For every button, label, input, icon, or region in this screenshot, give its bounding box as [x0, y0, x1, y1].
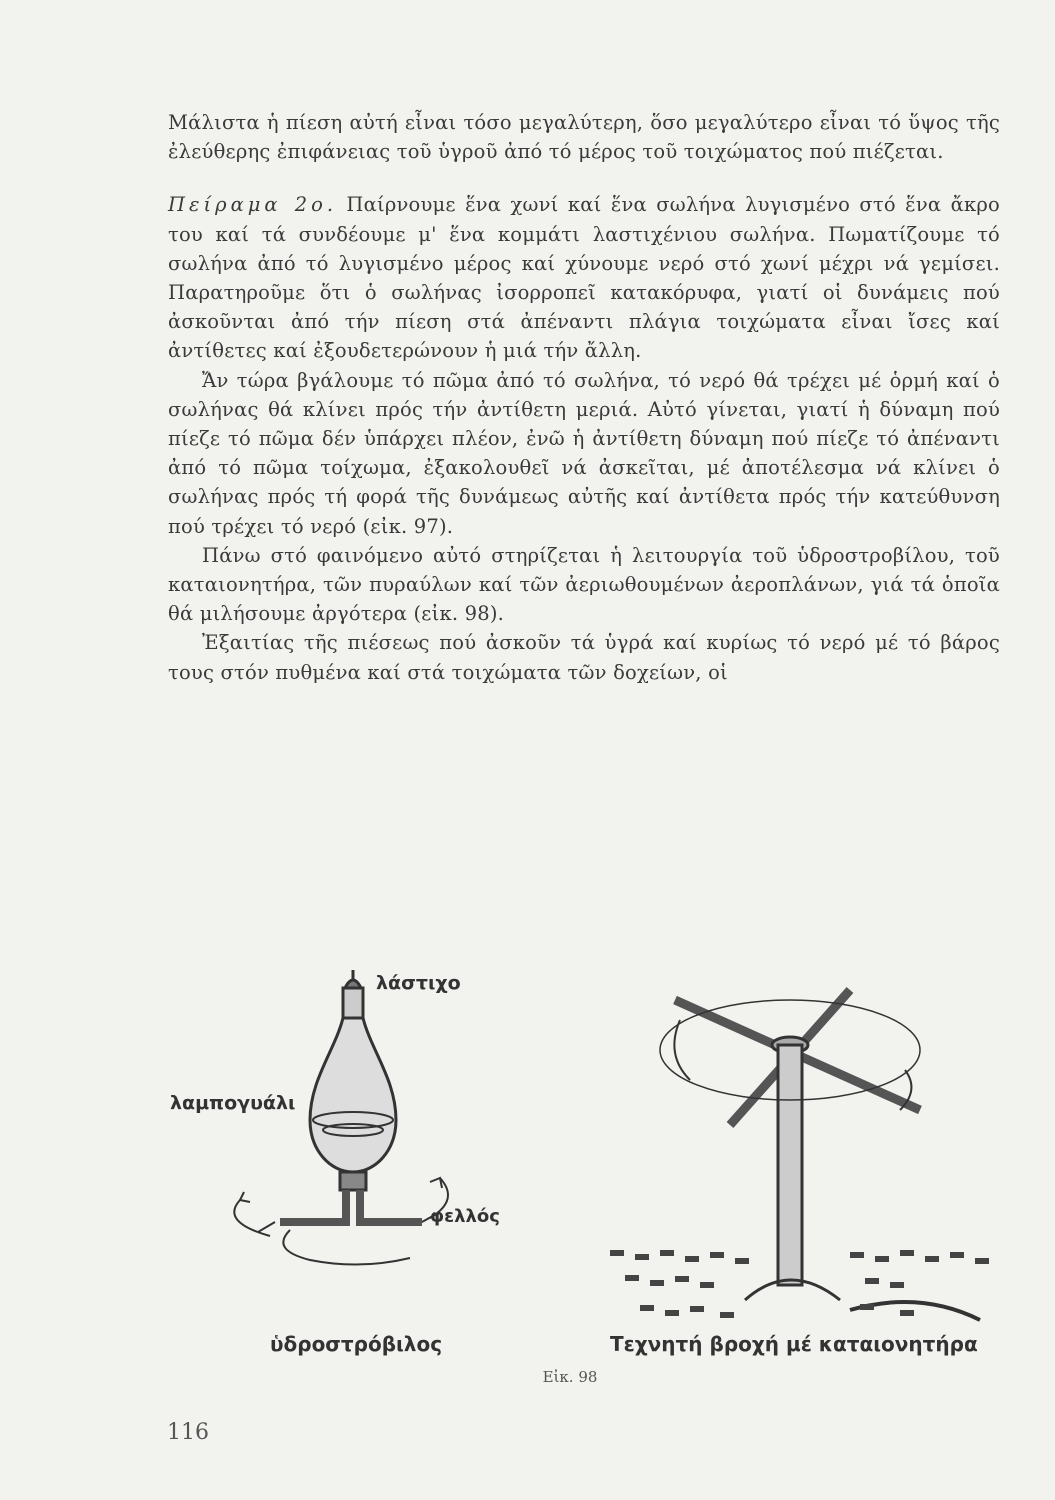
figure-98 — [160, 960, 1010, 1390]
hydroturbine-drawing — [234, 970, 448, 1265]
label-lampogyali: λαμπογυάλι — [170, 1092, 296, 1114]
paragraph-5: Ἐξαιτίας τῆς πιέσεως πού ἀσκοῦν τά ὑγρά καί κυρίως τό νερό μέ τό βάρος τους στόν πυθμένα καί στά τοιχώματα τῶν δοχείων, οἱ — [168, 631, 1000, 684]
label-lastixo: λάστιχο — [376, 972, 461, 994]
sprinkler-drawing — [660, 990, 980, 1320]
caption-hydroturbine: ὑδροστρόβιλος — [270, 1332, 443, 1356]
paragraph-4: Πάνω στό φαινόμενο αὐτό στηρίζεται ἡ λειτουργία τοῦ ὑδροστροβίλου, τοῦ καταιονητήρα, τῶν πυραύλων καί τῶν ἀεριωθουμένων ἀεροπλάνων, γιά τά ὁποῖα θά μιλήσουμε ἀργότερα (εἰκ. 98). — [168, 543, 1000, 626]
paragraph-2-body: Παίρνουμε ἕνα χωνί καί ἕνα σωλήνα λυγισμένο στό ἕνα ἄκρο του καί τά συνδέουμε μ' ἕνα κομμάτι λαστιχένιου σωλήνα. Πωματίζουμε τό σωλήνα ἀπό τό λυγισμένο μέρος καί χύνουμε νερό στό χωνί μέχρι νά γεμίσει. Παρατηροῦμε ὅτι ὁ σωλήνας ἰσορροπεῖ κατακόρυφα, γιατί οἱ δυνάμεις πού ἀσκοῦνται ἀπό τήν πίεση στά ἀπέναντι πλάγια τοιχώματα εἶναι ἴσες καί ἀντίθετες καί ἐξουδετερώνουν ἡ μιά τήν ἄλλη. — [168, 193, 1000, 363]
experiment-heading: Πείραμα 2ο. — [168, 193, 338, 217]
page-number: 116 — [167, 1420, 209, 1445]
body-text — [168, 108, 1000, 687]
label-fellos: φελλός — [430, 1206, 500, 1227]
caption-sprinkler: Τεχνητή βροχή μέ καταιονητήρα — [610, 1332, 978, 1356]
figure-illustration — [160, 960, 1010, 1390]
paragraph-2 — [168, 190, 1000, 365]
figure-number: Εἰκ. 98 — [542, 1368, 598, 1386]
paragraph-3: Ἄν τώρα βγάλουμε τό πῶμα ἀπό τό σωλήνα, τό νερό θά τρέχει μέ ὁρμή καί ὁ σωλήνας θά κλίνει πρός τήν ἀντίθετη μεριά. Αὐτό γίνεται, γιατί ἡ δύναμη πού πίεζε τό πῶμα δέν ὑπάρχει πλέον, ἐνῶ ἡ ἀντίθετη δύναμη πού πίεζε τό ἀπέναντι ἀπό τό πῶμα τοίχωμα, ἐξακολουθεῖ νά ἀσκεῖται, μέ ἀποτέλεσμα νά κλίνει ὁ σωλήνας πρός τή φορά τῆς δυνάμεως αὐτῆς καί ἀντίθετα πρός τήν κατεύθυνση πού τρέχει τό νερό (εἰκ. 97). — [168, 368, 1000, 538]
paragraph-1: Μάλιστα ἡ πίεση αὐτή εἶναι τόσο μεγαλύτερη, ὅσο μεγαλύτερο εἶναι τό ὕψος τῆς ἐλεύθερης ἐπιφάνειας τοῦ ὑγροῦ ἀπό τό μέρος τοῦ τοιχώματος πού πιέζεται. — [168, 111, 1000, 164]
